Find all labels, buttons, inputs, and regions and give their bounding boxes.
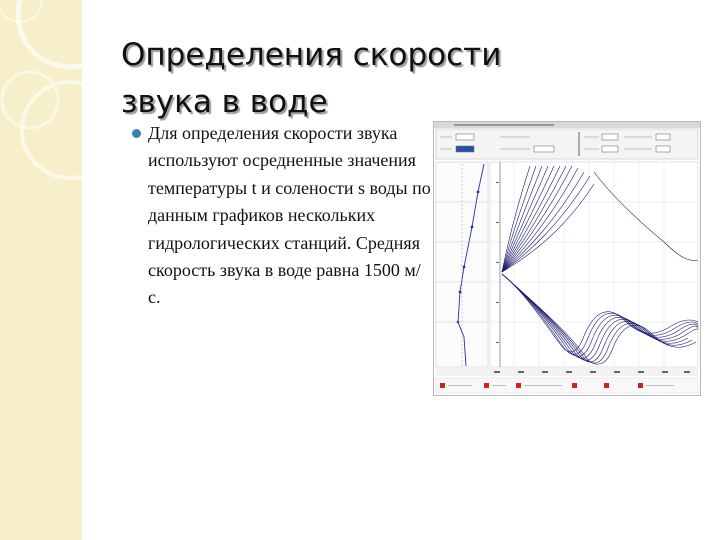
decorative-circles [0, 0, 82, 540]
bullet-dot-icon [132, 129, 141, 138]
bullet-item [132, 120, 432, 312]
sound-velocity-plot-image [434, 122, 700, 395]
software-screenshot [433, 121, 701, 396]
bullet-text: Для определения скорости звука используют осредненные значения температуры t и солености s воды по данным графиков нескольких гидрологических станций. Средняя скорость звука в воде равна 1500 м/с. [148, 123, 431, 308]
decorative-sidebar [0, 0, 82, 540]
slide-title: Определения скорости звука в воде [121, 37, 502, 120]
